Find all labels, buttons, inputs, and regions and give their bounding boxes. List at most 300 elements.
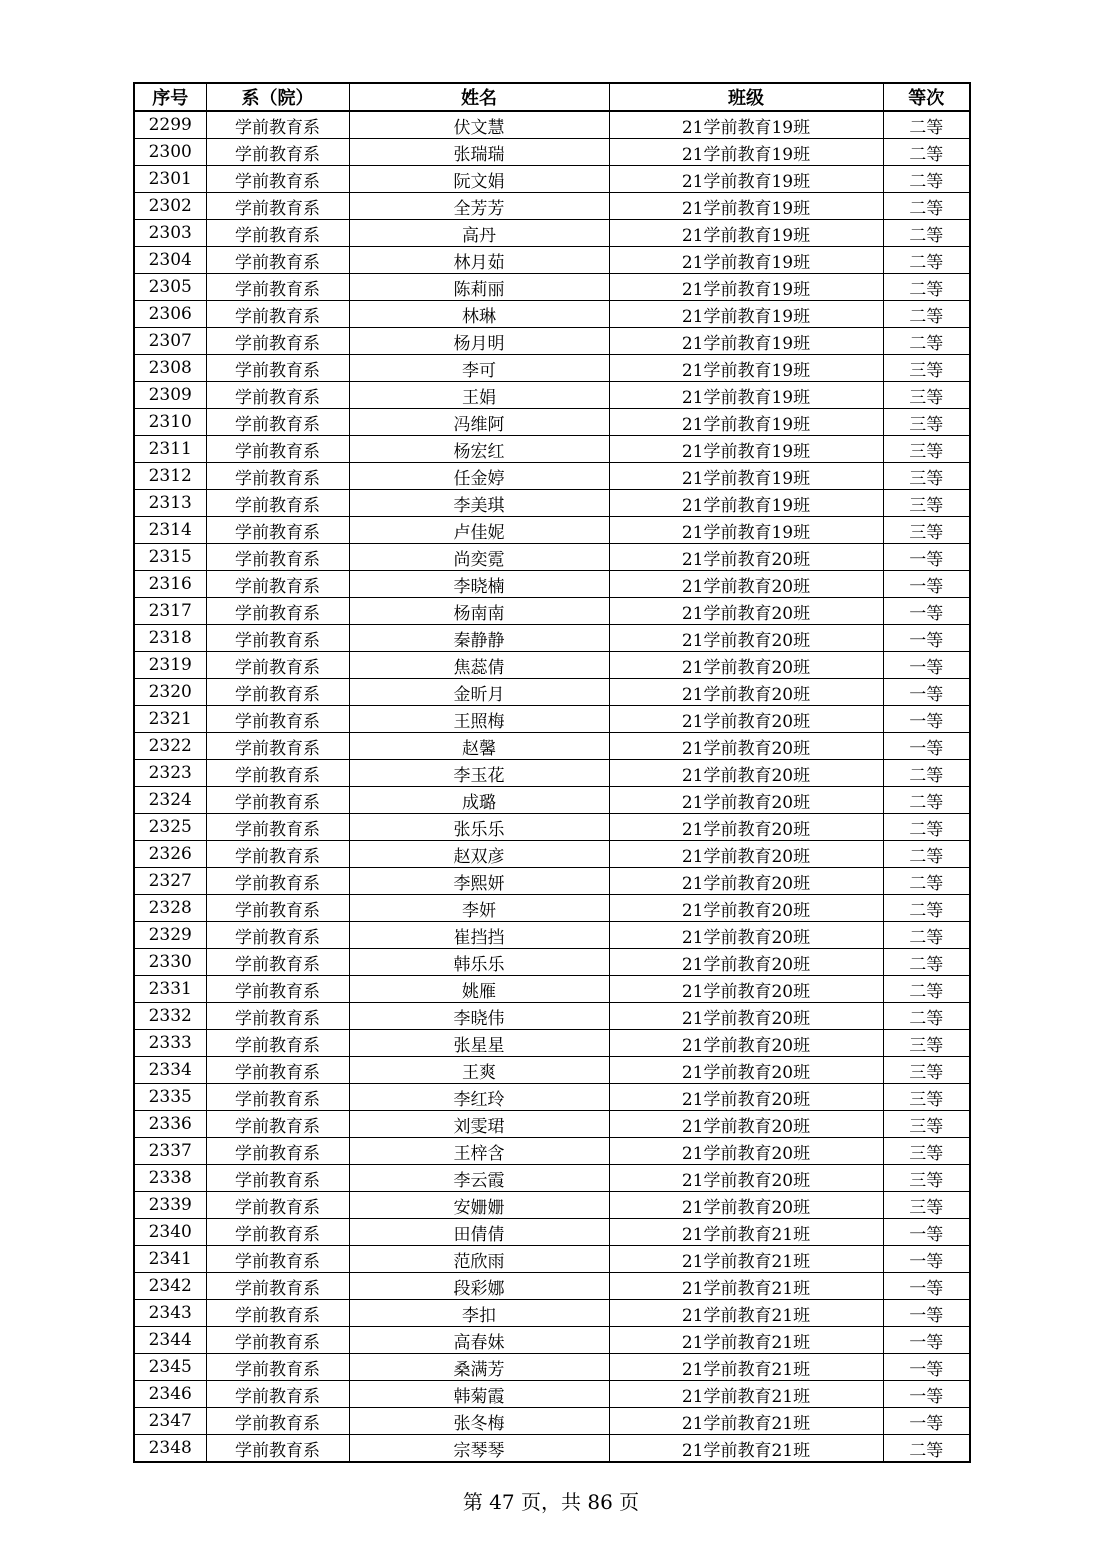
cell-serial: 2324 [134,787,206,814]
cell-serial: 2309 [134,382,206,409]
table-row [134,1111,970,1138]
cell-name: 韩乐乐 [349,949,609,976]
cell-department: 学前教育系 [206,139,349,166]
cell-grade: 一等 [883,1354,970,1381]
header-class: 班级 [609,83,883,111]
cell-name: 张星星 [349,1030,609,1057]
table-row [134,517,970,544]
cell-serial: 2342 [134,1273,206,1300]
cell-department: 学前教育系 [206,976,349,1003]
cell-serial: 2319 [134,652,206,679]
table-row [134,733,970,760]
cell-department: 学前教育系 [206,868,349,895]
cell-grade: 一等 [883,679,970,706]
cell-serial: 2315 [134,544,206,571]
cell-name: 杨南南 [349,598,609,625]
cell-serial: 2323 [134,760,206,787]
cell-serial: 2329 [134,922,206,949]
header-grade: 等次 [883,83,970,111]
cell-department: 学前教育系 [206,1084,349,1111]
cell-department: 学前教育系 [206,111,349,139]
cell-department: 学前教育系 [206,679,349,706]
cell-grade: 二等 [883,139,970,166]
cell-grade: 三等 [883,1165,970,1192]
cell-department: 学前教育系 [206,949,349,976]
cell-serial: 2339 [134,1192,206,1219]
cell-serial: 2322 [134,733,206,760]
cell-serial: 2325 [134,814,206,841]
cell-department: 学前教育系 [206,1111,349,1138]
cell-name: 李美琪 [349,490,609,517]
cell-class: 21学前教育20班 [609,976,883,1003]
cell-name: 任金婷 [349,463,609,490]
table-row [134,490,970,517]
table-row [134,1030,970,1057]
cell-department: 学前教育系 [206,517,349,544]
cell-name: 赵双彦 [349,841,609,868]
cell-grade: 一等 [883,1219,970,1246]
cell-class: 21学前教育20班 [609,1111,883,1138]
cell-department: 学前教育系 [206,625,349,652]
table-row [134,1084,970,1111]
cell-class: 21学前教育20班 [609,949,883,976]
cell-name: 王娟 [349,382,609,409]
table-row [134,760,970,787]
cell-class: 21学前教育21班 [609,1273,883,1300]
cell-grade: 三等 [883,1084,970,1111]
cell-name: 李扣 [349,1300,609,1327]
cell-class: 21学前教育20班 [609,841,883,868]
cell-class: 21学前教育20班 [609,679,883,706]
cell-department: 学前教育系 [206,733,349,760]
cell-grade: 二等 [883,301,970,328]
cell-name: 崔挡挡 [349,922,609,949]
cell-class: 21学前教育20班 [609,1165,883,1192]
cell-serial: 2336 [134,1111,206,1138]
cell-grade: 二等 [883,868,970,895]
cell-class: 21学前教育20班 [609,814,883,841]
cell-grade: 一等 [883,733,970,760]
cell-name: 杨月明 [349,328,609,355]
cell-department: 学前教育系 [206,328,349,355]
cell-grade: 一等 [883,1408,970,1435]
cell-class: 21学前教育21班 [609,1327,883,1354]
cell-class: 21学前教育21班 [609,1219,883,1246]
cell-department: 学前教育系 [206,1408,349,1435]
table-row [134,301,970,328]
cell-serial: 2330 [134,949,206,976]
cell-name: 安姗姗 [349,1192,609,1219]
cell-department: 学前教育系 [206,382,349,409]
table-row [134,1327,970,1354]
cell-serial: 2321 [134,706,206,733]
cell-department: 学前教育系 [206,922,349,949]
cell-department: 学前教育系 [206,1381,349,1408]
table-row [134,1354,970,1381]
cell-class: 21学前教育20班 [609,571,883,598]
cell-grade: 一等 [883,571,970,598]
cell-class: 21学前教育19班 [609,139,883,166]
table-row [134,220,970,247]
table-row [134,139,970,166]
cell-grade: 三等 [883,355,970,382]
cell-class: 21学前教育20班 [609,1030,883,1057]
cell-serial: 2314 [134,517,206,544]
table-row [134,652,970,679]
cell-name: 张乐乐 [349,814,609,841]
cell-name: 王梓含 [349,1138,609,1165]
cell-name: 焦蕊倩 [349,652,609,679]
cell-grade: 三等 [883,1030,970,1057]
table-row [134,328,970,355]
cell-name: 桑满芳 [349,1354,609,1381]
table-row [134,814,970,841]
cell-name: 韩菊霞 [349,1381,609,1408]
cell-department: 学前教育系 [206,247,349,274]
cell-department: 学前教育系 [206,1219,349,1246]
cell-class: 21学前教育19班 [609,355,883,382]
cell-grade: 二等 [883,895,970,922]
cell-department: 学前教育系 [206,1246,349,1273]
cell-department: 学前教育系 [206,1138,349,1165]
cell-department: 学前教育系 [206,760,349,787]
cell-name: 张瑞瑞 [349,139,609,166]
cell-name: 林月茹 [349,247,609,274]
cell-department: 学前教育系 [206,274,349,301]
cell-class: 21学前教育20班 [609,922,883,949]
header-department: 系（院） [206,83,349,111]
cell-department: 学前教育系 [206,1354,349,1381]
cell-name: 李晓楠 [349,571,609,598]
cell-name: 范欣雨 [349,1246,609,1273]
cell-serial: 2306 [134,301,206,328]
cell-name: 杨宏红 [349,436,609,463]
cell-class: 21学前教育21班 [609,1300,883,1327]
cell-class: 21学前教育19班 [609,463,883,490]
cell-class: 21学前教育20班 [609,1138,883,1165]
table-row [134,679,970,706]
table-row [134,625,970,652]
cell-department: 学前教育系 [206,1273,349,1300]
cell-name: 姚雁 [349,976,609,1003]
cell-grade: 二等 [883,787,970,814]
cell-grade: 三等 [883,436,970,463]
cell-grade: 三等 [883,409,970,436]
cell-serial: 2301 [134,166,206,193]
table-row [134,382,970,409]
cell-grade: 二等 [883,328,970,355]
cell-grade: 二等 [883,1003,970,1030]
cell-serial: 2327 [134,868,206,895]
table-row [134,922,970,949]
cell-class: 21学前教育20班 [609,733,883,760]
cell-serial: 2333 [134,1030,206,1057]
cell-serial: 2312 [134,463,206,490]
cell-name: 卢佳妮 [349,517,609,544]
cell-serial: 2300 [134,139,206,166]
header-serial: 序号 [134,83,206,111]
table-row [134,247,970,274]
cell-serial: 2328 [134,895,206,922]
cell-serial: 2320 [134,679,206,706]
cell-department: 学前教育系 [206,1003,349,1030]
cell-grade: 一等 [883,1246,970,1273]
cell-class: 21学前教育19班 [609,111,883,139]
table-body [134,111,970,1462]
cell-department: 学前教育系 [206,1192,349,1219]
table-row [134,1003,970,1030]
cell-department: 学前教育系 [206,490,349,517]
cell-class: 21学前教育20班 [609,895,883,922]
cell-class: 21学前教育20班 [609,625,883,652]
cell-grade: 一等 [883,1273,970,1300]
table-row [134,409,970,436]
cell-class: 21学前教育21班 [609,1246,883,1273]
cell-class: 21学前教育19班 [609,517,883,544]
cell-department: 学前教育系 [206,571,349,598]
cell-class: 21学前教育19班 [609,166,883,193]
cell-class: 21学前教育19班 [609,490,883,517]
cell-name: 王照梅 [349,706,609,733]
cell-class: 21学前教育20班 [609,787,883,814]
cell-serial: 2308 [134,355,206,382]
cell-serial: 2303 [134,220,206,247]
cell-name: 李玉花 [349,760,609,787]
cell-serial: 2347 [134,1408,206,1435]
cell-serial: 2310 [134,409,206,436]
cell-class: 21学前教育20班 [609,1057,883,1084]
table-row [134,1246,970,1273]
cell-serial: 2313 [134,490,206,517]
cell-department: 学前教育系 [206,544,349,571]
cell-serial: 2345 [134,1354,206,1381]
cell-department: 学前教育系 [206,463,349,490]
cell-class: 21学前教育21班 [609,1381,883,1408]
cell-name: 王爽 [349,1057,609,1084]
cell-serial: 2341 [134,1246,206,1273]
table-row [134,1057,970,1084]
cell-serial: 2302 [134,193,206,220]
table-row [134,598,970,625]
cell-grade: 二等 [883,976,970,1003]
cell-department: 学前教育系 [206,1030,349,1057]
cell-class: 21学前教育19班 [609,382,883,409]
cell-grade: 二等 [883,760,970,787]
cell-grade: 一等 [883,706,970,733]
cell-department: 学前教育系 [206,652,349,679]
cell-class: 21学前教育19班 [609,436,883,463]
cell-name: 李熙妍 [349,868,609,895]
table-row [134,111,970,139]
table-row [134,436,970,463]
cell-grade: 三等 [883,517,970,544]
cell-department: 学前教育系 [206,193,349,220]
cell-name: 金昕月 [349,679,609,706]
cell-serial: 2340 [134,1219,206,1246]
table-row [134,1381,970,1408]
cell-serial: 2307 [134,328,206,355]
cell-serial: 2304 [134,247,206,274]
cell-grade: 三等 [883,490,970,517]
cell-grade: 二等 [883,220,970,247]
cell-department: 学前教育系 [206,1327,349,1354]
cell-serial: 2346 [134,1381,206,1408]
cell-serial: 2316 [134,571,206,598]
cell-grade: 一等 [883,598,970,625]
cell-serial: 2335 [134,1084,206,1111]
cell-name: 李晓伟 [349,1003,609,1030]
cell-class: 21学前教育19班 [609,247,883,274]
cell-class: 21学前教育19班 [609,274,883,301]
cell-serial: 2305 [134,274,206,301]
cell-class: 21学前教育21班 [609,1408,883,1435]
table-row [134,463,970,490]
cell-class: 21学前教育19班 [609,301,883,328]
cell-grade: 一等 [883,1300,970,1327]
table-row [134,274,970,301]
cell-department: 学前教育系 [206,814,349,841]
cell-class: 21学前教育19班 [609,193,883,220]
cell-serial: 2318 [134,625,206,652]
cell-name: 刘雯珺 [349,1111,609,1138]
cell-name: 阮文娟 [349,166,609,193]
table-row [134,355,970,382]
cell-grade: 二等 [883,1435,970,1463]
cell-serial: 2331 [134,976,206,1003]
cell-name: 李可 [349,355,609,382]
cell-grade: 二等 [883,166,970,193]
header-row [134,83,970,111]
table-row [134,1165,970,1192]
cell-grade: 三等 [883,1111,970,1138]
table-row [134,1219,970,1246]
cell-department: 学前教育系 [206,1435,349,1463]
cell-department: 学前教育系 [206,355,349,382]
cell-name: 林琳 [349,301,609,328]
table-row [134,1300,970,1327]
cell-class: 21学前教育19班 [609,409,883,436]
table-row [134,895,970,922]
cell-grade: 三等 [883,1192,970,1219]
cell-class: 21学前教育19班 [609,220,883,247]
cell-name: 高春妹 [349,1327,609,1354]
cell-serial: 2299 [134,111,206,139]
cell-grade: 一等 [883,652,970,679]
cell-name: 张冬梅 [349,1408,609,1435]
cell-serial: 2348 [134,1435,206,1463]
cell-serial: 2334 [134,1057,206,1084]
table-row [134,787,970,814]
cell-department: 学前教育系 [206,409,349,436]
cell-department: 学前教育系 [206,787,349,814]
cell-class: 21学前教育20班 [609,1084,883,1111]
cell-grade: 二等 [883,949,970,976]
cell-name: 尚奕霓 [349,544,609,571]
cell-grade: 三等 [883,463,970,490]
cell-grade: 二等 [883,193,970,220]
table-row [134,544,970,571]
cell-grade: 一等 [883,625,970,652]
cell-department: 学前教育系 [206,706,349,733]
cell-name: 成璐 [349,787,609,814]
table-row [134,571,970,598]
cell-name: 赵馨 [349,733,609,760]
table-row [134,949,970,976]
cell-serial: 2344 [134,1327,206,1354]
cell-name: 全芳芳 [349,193,609,220]
cell-grade: 三等 [883,1138,970,1165]
cell-grade: 一等 [883,1327,970,1354]
cell-name: 李红玲 [349,1084,609,1111]
table-row [134,166,970,193]
cell-department: 学前教育系 [206,598,349,625]
table-row [134,193,970,220]
cell-grade: 一等 [883,544,970,571]
cell-name: 陈莉丽 [349,274,609,301]
cell-name: 冯维阿 [349,409,609,436]
cell-class: 21学前教育21班 [609,1435,883,1463]
cell-department: 学前教育系 [206,301,349,328]
cell-class: 21学前教育20班 [609,1192,883,1219]
award-table [133,82,971,1463]
cell-grade: 二等 [883,247,970,274]
table-row [134,976,970,1003]
cell-department: 学前教育系 [206,1300,349,1327]
cell-department: 学前教育系 [206,841,349,868]
cell-name: 李云霞 [349,1165,609,1192]
table-row [134,841,970,868]
cell-class: 21学前教育20班 [609,1003,883,1030]
cell-class: 21学前教育20班 [609,706,883,733]
cell-class: 21学前教育20班 [609,652,883,679]
cell-grade: 三等 [883,1057,970,1084]
cell-department: 学前教育系 [206,895,349,922]
cell-name: 李妍 [349,895,609,922]
cell-grade: 一等 [883,1381,970,1408]
cell-name: 田倩倩 [349,1219,609,1246]
cell-grade: 二等 [883,274,970,301]
table-row [134,1138,970,1165]
cell-grade: 二等 [883,922,970,949]
table-row [134,706,970,733]
cell-class: 21学前教育20班 [609,598,883,625]
table-row [134,868,970,895]
cell-serial: 2332 [134,1003,206,1030]
cell-serial: 2326 [134,841,206,868]
table-row [134,1408,970,1435]
cell-class: 21学前教育20班 [609,868,883,895]
cell-name: 段彩娜 [349,1273,609,1300]
cell-department: 学前教育系 [206,1057,349,1084]
cell-serial: 2338 [134,1165,206,1192]
page-number: 第 47 页，共 86 页 [462,1490,640,1514]
cell-class: 21学前教育21班 [609,1354,883,1381]
cell-serial: 2343 [134,1300,206,1327]
cell-serial: 2317 [134,598,206,625]
cell-department: 学前教育系 [206,166,349,193]
header-name: 姓名 [349,83,609,111]
cell-class: 21学前教育19班 [609,328,883,355]
cell-grade: 二等 [883,841,970,868]
table-row [134,1192,970,1219]
cell-department: 学前教育系 [206,436,349,463]
cell-department: 学前教育系 [206,220,349,247]
cell-department: 学前教育系 [206,1165,349,1192]
cell-class: 21学前教育20班 [609,760,883,787]
table-row [134,1273,970,1300]
cell-name: 宗琴琴 [349,1435,609,1463]
cell-grade: 二等 [883,814,970,841]
